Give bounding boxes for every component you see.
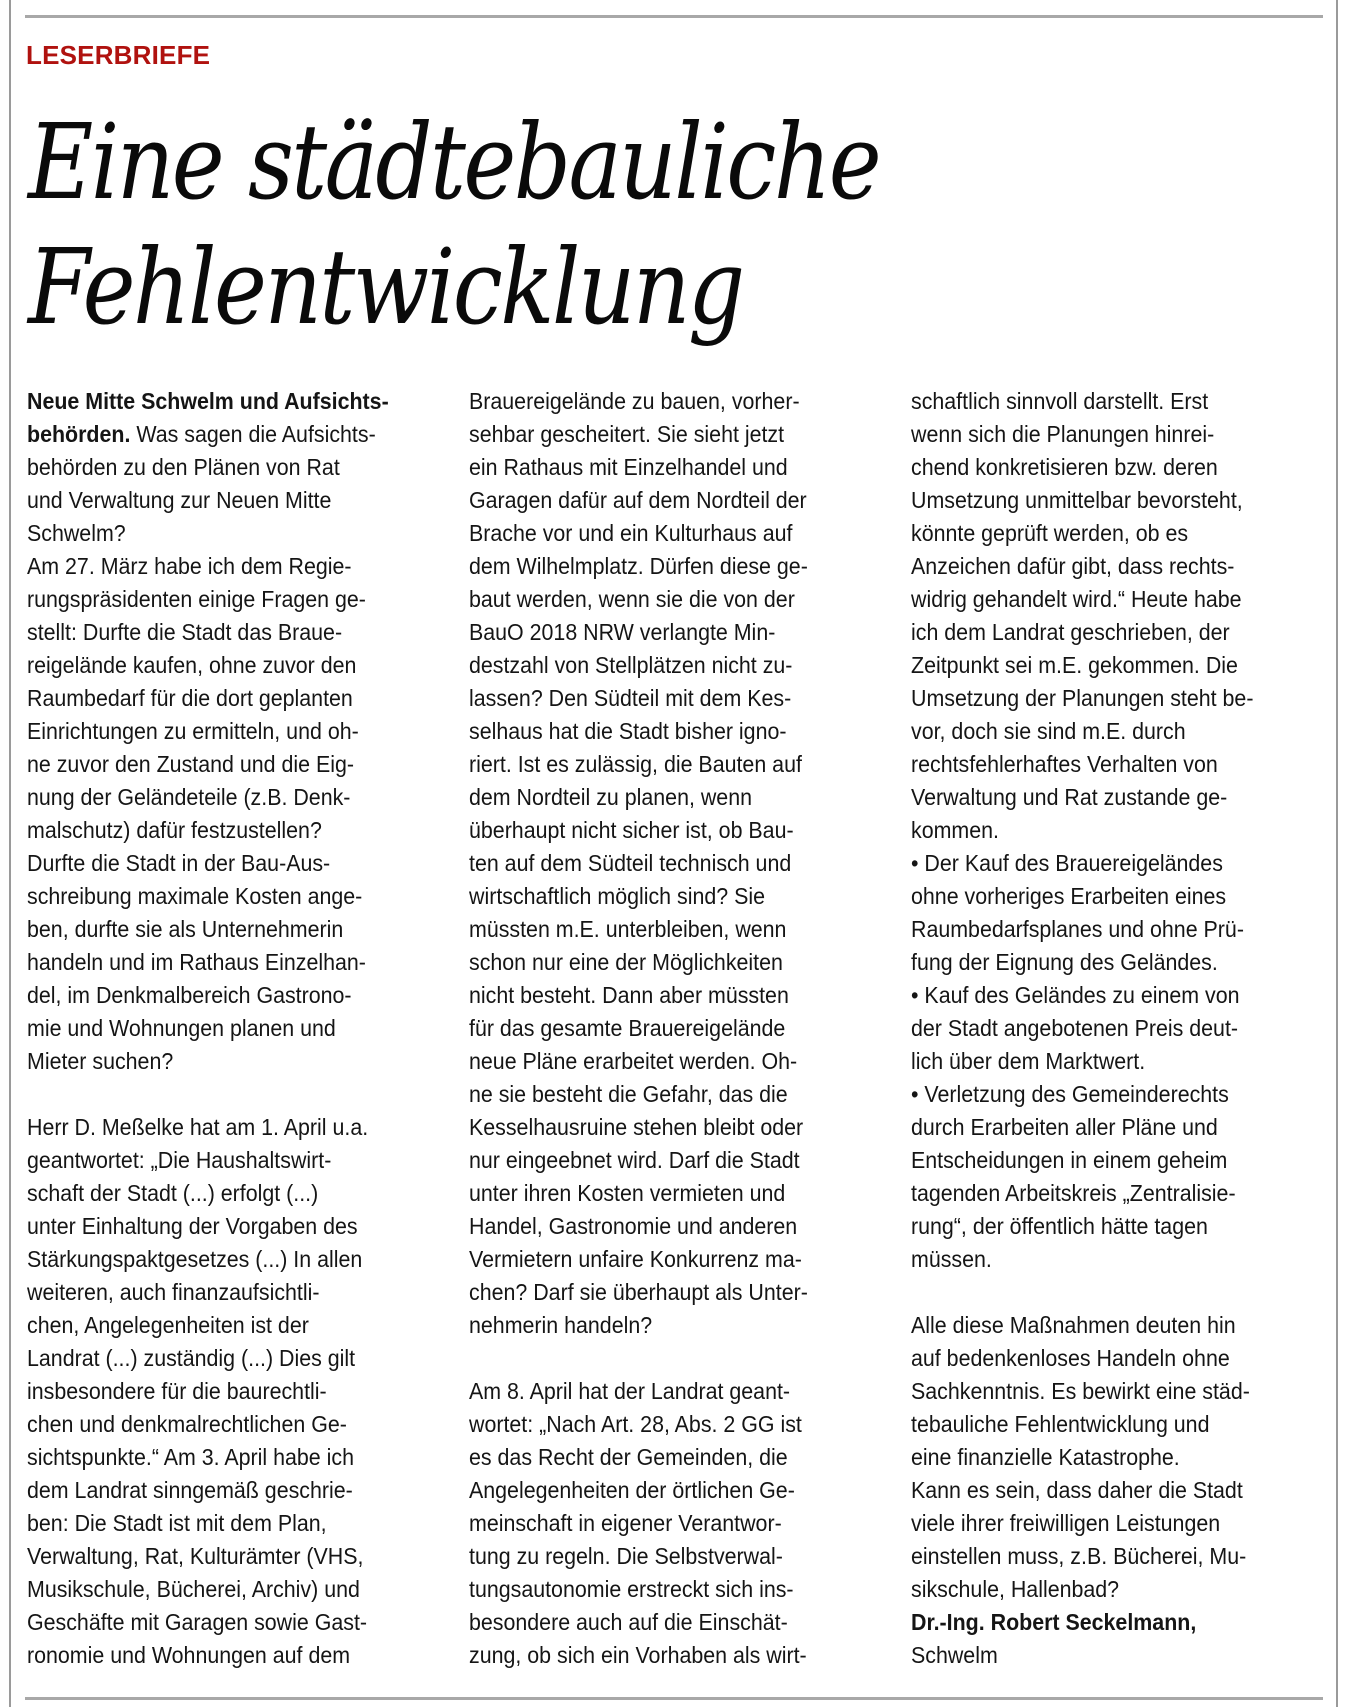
body-text: unter Einhaltung der Vorgaben des: [27, 1213, 358, 1239]
paragraph-break: [911, 1276, 1331, 1309]
body-text: Kann es sein, dass daher die Stadt: [911, 1477, 1243, 1503]
body-text: chend konkretisieren bzw. deren: [911, 454, 1218, 480]
body-text: ne zuvor den Zustand und die Eig-: [27, 751, 355, 777]
body-text: Umsetzung der Planungen steht be-: [911, 685, 1254, 711]
body-text: widrig gehandelt wird.“ Heute habe: [911, 586, 1242, 612]
article-column-3: [911, 385, 1331, 1672]
text-line: [27, 1408, 418, 1441]
text-line: [911, 1375, 1302, 1408]
text-line: [27, 1243, 418, 1276]
body-text: wirtschaftlich möglich sind? Sie: [469, 883, 766, 909]
text-line: [469, 979, 860, 1012]
paragraph-break: [27, 1078, 447, 1111]
text-line: [469, 814, 860, 847]
body-text: handeln und im Rathaus Einzelhan-: [27, 949, 366, 975]
body-text: Musikschule, Bücherei, Archiv) und: [27, 1576, 360, 1602]
body-text: Angelegenheiten der örtlichen Ge-: [469, 1477, 795, 1503]
text-line: [911, 880, 1302, 913]
text-line: [27, 451, 418, 484]
body-text: zung, ob sich ein Vorhaben als wirt-: [469, 1642, 807, 1668]
body-text: es das Recht der Gemeinden, die: [469, 1444, 788, 1470]
text-line: [469, 880, 860, 913]
body-text: Verwaltung, Rat, Kulturämter (VHS,: [27, 1543, 364, 1569]
text-line: [27, 616, 418, 649]
text-line: [469, 1144, 860, 1177]
top-rule: [25, 15, 1323, 18]
text-line: [911, 748, 1302, 781]
text-line: [469, 1408, 860, 1441]
body-text: mie und Wohnungen planen und: [27, 1015, 336, 1041]
body-text: Schwelm: [911, 1642, 998, 1668]
text-line: [911, 814, 1302, 847]
body-text: • Verletzung des Gemeinderechts: [911, 1081, 1229, 1107]
lead-in: behörden.: [27, 421, 131, 447]
text-line: [27, 1639, 418, 1672]
text-line: [469, 418, 860, 451]
text-line: [469, 1309, 860, 1342]
body-text: ohne vorheriges Erarbeiten eines: [911, 883, 1227, 909]
body-text: schreibung maximale Kosten ange-: [27, 883, 363, 909]
text-line: [27, 814, 418, 847]
text-line: [469, 451, 860, 484]
article-column-2: [469, 385, 889, 1672]
text-line: [911, 1441, 1302, 1474]
body-text: und Verwaltung zur Neuen Mitte: [27, 487, 332, 513]
article-column-1: [27, 385, 447, 1672]
text-line: [911, 1111, 1302, 1144]
text-line: [911, 913, 1302, 946]
body-text: ne sie besteht die Gefahr, das die: [469, 1081, 788, 1107]
body-text: Am 8. April hat der Landrat geant-: [469, 1378, 791, 1404]
text-line: [911, 1210, 1302, 1243]
body-text: del, im Denkmalbereich Gastrono-: [27, 982, 352, 1008]
text-line: [911, 616, 1302, 649]
text-line: [27, 484, 418, 517]
body-text: baut werden, wenn sie die von der: [469, 586, 795, 612]
body-text: ten auf dem Südteil technisch und: [469, 850, 792, 876]
text-line: [469, 748, 860, 781]
body-text: ben, durfte sie als Unternehmerin: [27, 916, 344, 942]
body-text: schaftlich sinnvoll darstellt. Erst: [911, 388, 1209, 414]
body-text: eine finanzielle Katastrophe.: [911, 1444, 1180, 1470]
text-line: [469, 946, 860, 979]
author-name: Dr.-Ing. Robert Seckelmann,: [911, 1609, 1197, 1635]
text-line: [27, 1045, 418, 1078]
text-line: [469, 385, 860, 418]
headline: [28, 100, 974, 350]
text-line: [911, 1309, 1302, 1342]
text-line: [911, 1507, 1302, 1540]
body-text: ein Rathaus mit Einzelhandel und: [469, 454, 788, 480]
text-line: [469, 1573, 860, 1606]
body-text: für das gesamte Brauereigelände: [469, 1015, 786, 1041]
text-line: [911, 682, 1302, 715]
body-text: kommen.: [911, 817, 999, 843]
text-line: [469, 517, 860, 550]
text-line: [27, 1210, 418, 1243]
body-text: Vermietern unfaire Konkurrenz ma-: [469, 1246, 802, 1272]
text-line: [911, 517, 1302, 550]
text-line: [469, 1177, 860, 1210]
body-text: wenn sich die Planungen hinrei-: [911, 421, 1215, 447]
body-text: neue Pläne erarbeitet werden. Oh-: [469, 1048, 798, 1074]
text-line: [911, 847, 1302, 880]
body-text: viele ihrer freiwilligen Leistungen: [911, 1510, 1221, 1536]
body-text: sehbar gescheitert. Sie sieht jetzt: [469, 421, 785, 447]
text-line: [27, 1606, 418, 1639]
text-line: [911, 1639, 1302, 1672]
body-text: chen und denkmalrechtlichen Ge-: [27, 1411, 347, 1437]
body-text: ich dem Landrat geschrieben, der: [911, 619, 1230, 645]
page-border-left: [9, 0, 11, 1707]
body-text: lich über dem Marktwert.: [911, 1048, 1146, 1074]
text-line: [27, 517, 418, 550]
text-line: [27, 1144, 418, 1177]
body-text: Landrat (...) zuständig (...) Dies gilt: [27, 1345, 356, 1371]
text-line: [27, 979, 418, 1012]
text-line: [469, 781, 860, 814]
text-line: [911, 1243, 1302, 1276]
text-line: [469, 1210, 860, 1243]
text-line: [469, 550, 860, 583]
body-text: • Kauf des Geländes zu einem von: [911, 982, 1240, 1008]
body-text: rungspräsidenten einige Fragen ge-: [27, 586, 366, 612]
text-line: [27, 1540, 418, 1573]
text-line: [911, 979, 1302, 1012]
text-line: [469, 1243, 860, 1276]
text-line: [27, 418, 418, 451]
text-line: [27, 1012, 418, 1045]
body-text: Brauereigelände zu bauen, vorher-: [469, 388, 800, 414]
body-text: Zeitpunkt sei m.E. gekommen. Die: [911, 652, 1238, 678]
body-text: Einrichtungen zu ermitteln, und oh-: [27, 718, 359, 744]
text-line: [27, 748, 418, 781]
body-text: Handel, Gastronomie und anderen: [469, 1213, 798, 1239]
body-text: stellt: Durfte die Stadt das Braue-: [27, 619, 343, 645]
text-line: [27, 550, 418, 583]
text-line: [469, 1639, 860, 1672]
text-line: [911, 1540, 1302, 1573]
text-line: [469, 616, 860, 649]
body-text: Was sagen die Aufsichts-: [130, 421, 376, 447]
text-line: [911, 781, 1302, 814]
text-line: [27, 1474, 418, 1507]
body-text: nur eingeebnet wird. Darf die Stadt: [469, 1147, 800, 1173]
body-text: Stärkungspaktgesetzes (...) In allen: [27, 1246, 363, 1272]
text-line: [27, 946, 418, 979]
text-line: [911, 451, 1302, 484]
body-text: sikschule, Hallenbad?: [911, 1576, 1120, 1602]
body-text: Kesselhausruine stehen bleibt oder: [469, 1114, 804, 1140]
body-text: fung der Eignung des Geländes.: [911, 949, 1218, 975]
text-line: [27, 1375, 418, 1408]
headline-line: Eine städtebauliche: [28, 101, 880, 223]
body-text: Umsetzung unmittelbar bevorsteht,: [911, 487, 1243, 513]
body-text: müssten m.E. unterbleiben, wenn: [469, 916, 787, 942]
body-text: meinschaft in eigener Verantwor-: [469, 1510, 782, 1536]
body-text: durch Erarbeiten aller Pläne und: [911, 1114, 1218, 1140]
text-line: [911, 1408, 1302, 1441]
body-text: rechtsfehlerhaftes Verhalten von: [911, 751, 1218, 777]
body-text: Verwaltung und Rat zustande ge-: [911, 784, 1228, 810]
text-line: [469, 1540, 860, 1573]
body-text: chen? Darf sie überhaupt als Unter-: [469, 1279, 808, 1305]
text-line: [911, 1078, 1302, 1111]
text-line: [27, 682, 418, 715]
body-text: Entscheidungen in einem geheim: [911, 1147, 1228, 1173]
text-line: [27, 913, 418, 946]
text-line: [911, 649, 1302, 682]
section-label: LESERBRIEFE: [26, 40, 211, 70]
body-text: destzahl von Stellplätzen nicht zu-: [469, 652, 793, 678]
text-line: [469, 682, 860, 715]
lead-in: Neue Mitte Schwelm und Aufsichts-: [27, 388, 389, 414]
text-line: [469, 1012, 860, 1045]
body-text: Herr D. Meßelke hat am 1. April u.a.: [27, 1114, 369, 1140]
text-line: [469, 484, 860, 517]
text-line: [469, 1507, 860, 1540]
text-line: [911, 385, 1302, 418]
body-text: wortet: „Nach Art. 28, Abs. 2 GG ist: [469, 1411, 802, 1437]
body-text: auf bedenkenloses Handeln ohne: [911, 1345, 1230, 1371]
text-line: [911, 1177, 1302, 1210]
body-text: insbesondere für die baurechtli-: [27, 1378, 327, 1404]
body-text: ronomie und Wohnungen auf dem: [27, 1642, 351, 1668]
text-line: [27, 880, 418, 913]
text-line: [27, 649, 418, 682]
body-text: schon nur eine der Möglichkeiten: [469, 949, 783, 975]
body-text: tebauliche Fehlentwicklung und: [911, 1411, 1210, 1437]
text-line: [27, 1111, 418, 1144]
text-line: [27, 385, 418, 418]
body-text: tagenden Arbeitskreis „Zentralisie-: [911, 1180, 1236, 1206]
body-text: lassen? Den Südteil mit dem Kes-: [469, 685, 792, 711]
body-text: Durfte die Stadt in der Bau-Aus-: [27, 850, 331, 876]
text-line: [911, 1606, 1302, 1639]
body-text: schaft der Stadt (...) erfolgt (...): [27, 1180, 319, 1206]
page-border-right: [1336, 0, 1338, 1707]
paragraph-break: [469, 1342, 889, 1375]
body-text: ben: Die Stadt ist mit dem Plan,: [27, 1510, 327, 1536]
body-text: dem Landrat sinngemäß geschrie-: [27, 1477, 353, 1503]
text-line: [911, 1012, 1302, 1045]
text-line: [469, 1375, 860, 1408]
text-line: [469, 715, 860, 748]
body-text: besondere auch auf die Einschät-: [469, 1609, 788, 1635]
text-line: [469, 649, 860, 682]
body-text: selhaus hat die Stadt bisher igno-: [469, 718, 787, 744]
text-line: [469, 1441, 860, 1474]
text-line: [27, 1342, 418, 1375]
body-text: Sachkenntnis. Es bewirkt eine städ-: [911, 1378, 1250, 1404]
text-line: [911, 550, 1302, 583]
body-text: BauO 2018 NRW verlangte Min-: [469, 619, 776, 645]
text-line: [27, 1441, 418, 1474]
text-line: [469, 1606, 860, 1639]
body-text: sichtspunkte.“ Am 3. April habe ich: [27, 1444, 354, 1470]
body-text: nehmerin handeln?: [469, 1312, 653, 1338]
body-text: dem Nordteil zu planen, wenn: [469, 784, 752, 810]
text-line: [27, 1507, 418, 1540]
text-line: [27, 1276, 418, 1309]
text-line: [911, 1045, 1302, 1078]
body-text: • Der Kauf des Brauereigeländes: [911, 850, 1223, 876]
body-text: vor, doch sie sind m.E. durch: [911, 718, 1186, 744]
headline-line: Fehlentwicklung: [28, 226, 743, 348]
body-text: der Stadt angebotenen Preis deut-: [911, 1015, 1239, 1041]
text-line: [469, 1474, 860, 1507]
body-text: Garagen dafür auf dem Nordteil der: [469, 487, 807, 513]
text-line: [27, 1309, 418, 1342]
body-text: Raumbedarf für die dort geplanten: [27, 685, 353, 711]
body-text: einstellen muss, z.B. Bücherei, Mu-: [911, 1543, 1247, 1569]
body-text: Mieter suchen?: [27, 1048, 174, 1074]
text-line: [911, 1342, 1302, 1375]
text-line: [27, 583, 418, 616]
text-line: [911, 715, 1302, 748]
body-text: unter ihren Kosten vermieten und: [469, 1180, 786, 1206]
text-line: [469, 1045, 860, 1078]
text-line: [911, 1474, 1302, 1507]
body-text: tungsautonomie erstreckt sich ins-: [469, 1576, 794, 1602]
text-line: [911, 946, 1302, 979]
body-text: tung zu regeln. Die Selbstverwal-: [469, 1543, 783, 1569]
body-text: Brache vor und ein Kulturhaus auf: [469, 520, 793, 546]
body-text: geantwortet: „Die Haushaltswirt-: [27, 1147, 332, 1173]
body-text: reigelände kaufen, ohne zuvor den: [27, 652, 357, 678]
body-text: müssen.: [911, 1246, 992, 1272]
text-line: [469, 583, 860, 616]
body-text: rung“, der öffentlich hätte tagen: [911, 1213, 1208, 1239]
body-text: Am 27. März habe ich dem Regie-: [27, 553, 352, 579]
body-text: Schwelm?: [27, 520, 126, 546]
body-text: behörden zu den Plänen von Rat: [27, 454, 340, 480]
text-line: [911, 484, 1302, 517]
body-text: weiteren, auch finanzaufsichtli-: [27, 1279, 320, 1305]
text-line: [27, 1177, 418, 1210]
text-line: [27, 847, 418, 880]
text-line: [469, 913, 860, 946]
body-text: Anzeichen dafür gibt, dass rechts-: [911, 553, 1235, 579]
body-text: könnte geprüft werden, ob es: [911, 520, 1189, 546]
body-text: überhaupt nicht sicher ist, ob Bau-: [469, 817, 794, 843]
text-line: [27, 781, 418, 814]
text-line: [469, 847, 860, 880]
text-line: [911, 418, 1302, 451]
text-line: [27, 715, 418, 748]
text-line: [469, 1111, 860, 1144]
bottom-rule: [25, 1697, 1323, 1700]
body-text: malschutz) dafür festzustellen?: [27, 817, 322, 843]
body-text: nung der Geländeteile (z.B. Denk-: [27, 784, 351, 810]
text-line: [469, 1078, 860, 1111]
body-text: chen, Angelegenheiten ist der: [27, 1312, 309, 1338]
body-text: Geschäfte mit Garagen sowie Gast-: [27, 1609, 368, 1635]
text-line: [911, 1573, 1302, 1606]
text-line: [469, 1276, 860, 1309]
body-text: riert. Ist es zulässig, die Bauten auf: [469, 751, 802, 777]
body-text: dem Wilhelmplatz. Dürfen diese ge-: [469, 553, 808, 579]
body-text: nicht besteht. Dann aber müssten: [469, 982, 789, 1008]
text-line: [911, 583, 1302, 616]
body-text: Alle diese Maßnahmen deuten hin: [911, 1312, 1236, 1338]
body-text: Raumbedarfsplanes und ohne Prü-: [911, 916, 1244, 942]
text-line: [27, 1573, 418, 1606]
text-line: [911, 1144, 1302, 1177]
